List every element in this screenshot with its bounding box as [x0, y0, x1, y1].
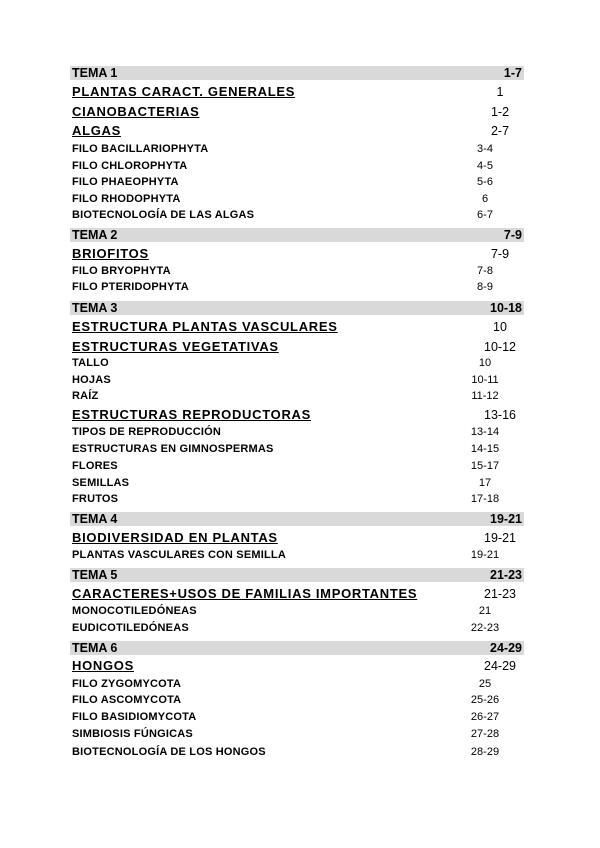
toc-label: TEMA 1: [72, 66, 118, 80]
toc-label: PLANTAS CARACT. GENERALES: [72, 84, 296, 99]
toc-label: TEMA 3: [72, 301, 118, 315]
toc-label: TIPOS DE REPRODUCCIÓN: [72, 426, 222, 438]
toc-label: PLANTAS VASCULARES CON SEMILLA: [72, 549, 286, 561]
toc-entry-row: [0, 175, 600, 193]
toc-page-range: 19-21: [470, 549, 500, 561]
toc-page-range: 11-12: [471, 390, 499, 402]
toc-label: FILO BRYOPHYTA: [72, 265, 171, 277]
toc-entry-row: [0, 208, 600, 226]
toc-entry-row: [0, 727, 600, 745]
toc-page-range: 2-7: [490, 124, 510, 138]
toc-page-range: 10: [478, 357, 492, 369]
toc-entry-row: [0, 356, 600, 374]
toc-label: TEMA 4: [72, 512, 118, 526]
toc-label: TEMA 6: [72, 641, 118, 655]
toc-label: EUDICOTILEDÓNEAS: [72, 622, 189, 634]
toc-label: ESTRUCTURAS VEGETATIVAS: [72, 339, 279, 354]
toc-page-range: 26-27: [470, 711, 500, 723]
toc-entry-row: [0, 621, 600, 639]
toc-label: FLORES: [72, 460, 118, 472]
toc-page-range: 1-2: [490, 105, 510, 119]
toc-chapter-row: [0, 639, 600, 657]
toc-entry-row: [0, 492, 600, 510]
toc-page-range: 7-8: [477, 265, 493, 277]
toc-page-range: 22-23: [470, 622, 500, 634]
toc-label: RAÍZ: [72, 390, 99, 402]
toc-label: HONGOS: [72, 658, 134, 673]
toc-section-row: [0, 586, 600, 604]
toc-entry-row: [0, 710, 600, 728]
toc-section-row: [0, 658, 600, 676]
toc-section-row: [0, 530, 600, 548]
toc-label: MONOCOTILEDÓNEAS: [72, 605, 197, 617]
toc-label: TALLO: [72, 357, 109, 369]
toc-page-range: 13-16: [484, 408, 516, 422]
toc-page-range: 10-12: [484, 340, 516, 354]
toc-label: FILO PTERIDOPHYTA: [72, 281, 189, 293]
toc-entry-row: [0, 142, 600, 160]
chapter-highlight: [70, 641, 524, 655]
toc-page-range: 7-9: [503, 228, 522, 242]
toc-page-range: 17-18: [470, 493, 500, 505]
toc-page-range: 24-29: [490, 641, 522, 655]
toc-entry-row: [0, 459, 600, 477]
toc-label: FILO CHLOROPHYTA: [72, 160, 188, 172]
toc-chapter-row: [0, 510, 600, 528]
toc-page-range: 3-4: [477, 143, 493, 155]
toc-page-range: 25: [478, 678, 492, 690]
chapter-highlight: [70, 228, 524, 242]
toc-label: ESTRUCTURA PLANTAS VASCULARES: [72, 319, 338, 334]
toc-page-range: 25-26: [470, 694, 500, 706]
toc-label: CIANOBACTERIAS: [72, 104, 200, 119]
toc-page-range: 14-15: [470, 443, 500, 455]
toc-entry-row: [0, 548, 600, 566]
toc-label: TEMA 5: [72, 568, 118, 582]
toc-entry-row: [0, 442, 600, 460]
toc-label: ESTRUCTURAS REPRODUCTORAS: [72, 407, 311, 422]
toc-page-range: 17: [478, 477, 492, 489]
toc-entry-row: [0, 604, 600, 622]
toc-entry-row: [0, 280, 600, 298]
toc-label: FILO ZYGOMYCOTA: [72, 678, 182, 690]
toc-page-range: 19-21: [484, 531, 516, 545]
toc-label: FILO PHAEOPHYTA: [72, 176, 179, 188]
toc-label: FILO ASCOMYCOTA: [72, 694, 182, 706]
toc-section-row: [0, 84, 600, 102]
toc-page-range: 4-5: [477, 160, 493, 172]
chapter-highlight: [70, 568, 524, 582]
toc-page-range: 5-6: [477, 176, 493, 188]
toc-label: BIOTECNOLOGÍA DE LAS ALGAS: [72, 209, 255, 221]
toc-page-range: 10-18: [490, 301, 522, 315]
toc-section-row: [0, 123, 600, 141]
toc-entry-row: [0, 425, 600, 443]
toc-section-row: [0, 339, 600, 357]
toc-page-range: 21-23: [490, 568, 522, 582]
toc-label: CARACTERES+USOS DE FAMILIAS IMPORTANTES: [72, 586, 418, 601]
toc-section-row: [0, 104, 600, 122]
toc-chapter-row: [0, 64, 600, 82]
toc-label: HOJAS: [72, 374, 111, 386]
toc-page-range: 1: [496, 85, 504, 99]
toc-label: TEMA 2: [72, 228, 118, 242]
toc-chapter-row: [0, 299, 600, 317]
toc-page-range: 6-7: [477, 209, 493, 221]
toc-page-range: 24-29: [484, 659, 516, 673]
toc-page-range: 28-29: [470, 746, 500, 758]
toc-page-range: 7-9: [490, 247, 510, 261]
toc-page-range: 21: [478, 605, 492, 617]
toc-page-range: 21-23: [484, 587, 516, 601]
toc-entry-row: [0, 389, 600, 407]
toc-label: FILO RHODOPHYTA: [72, 193, 181, 205]
toc-label: FRUTOS: [72, 493, 119, 505]
toc-label: ALGAS: [72, 123, 121, 138]
toc-section-row: [0, 319, 600, 337]
toc-section-row: [0, 407, 600, 425]
chapter-highlight: [70, 66, 524, 80]
chapter-highlight: [70, 301, 524, 315]
toc-label: BIODIVERSIDAD EN PLANTAS: [72, 530, 278, 545]
toc-page-range: 19-21: [490, 512, 522, 526]
chapter-highlight: [70, 512, 524, 526]
toc-label: SIMBIOSIS FÚNGICAS: [72, 728, 193, 740]
toc-page-range: 10-11: [471, 374, 499, 386]
toc-page-range: 15-17: [470, 460, 500, 472]
toc-page-range: 13-14: [470, 426, 500, 438]
toc-page-range: 10: [493, 320, 507, 334]
toc-label: SEMILLAS: [72, 477, 130, 489]
toc-chapter-row: [0, 566, 600, 584]
toc-label: BIOTECNOLOGÍA DE LOS HONGOS: [72, 746, 266, 758]
toc-label: FILO BASIDIOMYCOTA: [72, 711, 197, 723]
toc-entry-row: [0, 693, 600, 711]
toc-entry-row: [0, 745, 600, 763]
toc-page-range: 8-9: [477, 281, 493, 293]
toc-chapter-row: [0, 226, 600, 244]
toc-section-row: [0, 246, 600, 264]
toc-label: BRIOFITOS: [72, 246, 149, 261]
toc-page-range: 6: [481, 193, 489, 205]
toc-label: ESTRUCTURAS EN GIMNOSPERMAS: [72, 443, 274, 455]
toc-page-range: 1-7: [503, 66, 522, 80]
toc-label: FILO BACILLARIOPHYTA: [72, 143, 209, 155]
toc-page-range: 27-28: [470, 728, 500, 740]
